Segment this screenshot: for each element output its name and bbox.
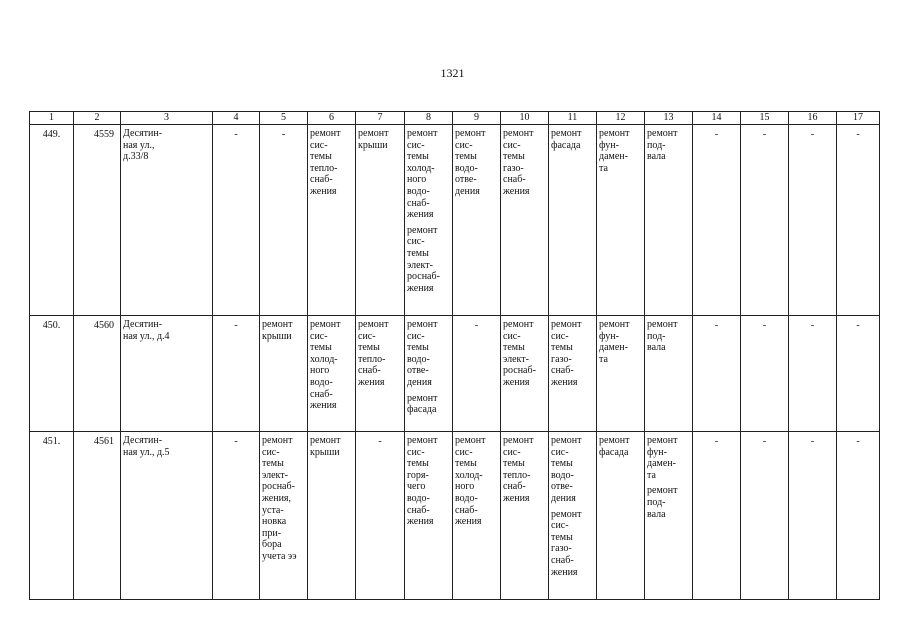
work-item: ремонт фасада xyxy=(599,435,630,458)
work-cell-col-10 xyxy=(501,316,549,432)
cell-col-4-text: - xyxy=(234,436,238,447)
work-cell-col-11 xyxy=(549,432,597,600)
work-cell-col-5 xyxy=(260,432,308,600)
work-cell-col-9 xyxy=(453,125,501,316)
cell-col-14-text: - xyxy=(714,436,719,447)
column-number-7: 7 xyxy=(356,112,405,125)
work-cell-col-13 xyxy=(645,316,693,432)
cell-col-14-text: - xyxy=(714,129,719,140)
cell-col-14 xyxy=(693,432,741,600)
work-cell-col-5 xyxy=(260,316,308,432)
work-cell-col-7 xyxy=(356,125,405,316)
work-item: ремонт фун- дамен- та xyxy=(599,319,630,365)
cell-col-15 xyxy=(741,316,789,432)
work-item: ремонт крыши xyxy=(358,128,389,151)
row-number-text: 451. xyxy=(42,436,61,447)
work-cell-col-11 xyxy=(549,316,597,432)
work-item: ремонт фасада xyxy=(407,392,438,416)
work-item: ремонт крыши xyxy=(310,435,341,458)
work-item: ремонт сис- темы газо- снаб- жения xyxy=(551,319,582,388)
row-number-text: 450. xyxy=(42,320,61,331)
table-row xyxy=(30,125,880,316)
object-code xyxy=(74,316,121,432)
work-cell-col-12 xyxy=(597,432,645,600)
work-item: ремонт сис- темы холод- ного водо- снаб- жения xyxy=(310,319,341,412)
column-number-14: 14 xyxy=(693,112,741,125)
cell-col-17 xyxy=(837,432,880,600)
column-number-1: 1 xyxy=(30,112,74,125)
column-number-12: 12 xyxy=(597,112,645,125)
work-item: ремонт сис- темы тепло- снаб- жения xyxy=(503,435,534,504)
object-code-text: 4561 xyxy=(94,436,114,447)
cell-col-16 xyxy=(789,432,837,600)
work-item: ремонт сис- темы газо- снаб- жения xyxy=(503,128,534,197)
cell-col-16-text: - xyxy=(810,320,815,331)
cell-col-17-text: - xyxy=(856,320,860,331)
object-code xyxy=(74,125,121,316)
work-item: - xyxy=(378,436,382,447)
work-item: ремонт под- вала xyxy=(647,319,678,354)
work-item: ремонт сис- темы водо- отве- дения xyxy=(407,319,438,388)
work-cell-col-8 xyxy=(405,125,453,316)
work-item: ремонт крыши xyxy=(262,319,293,342)
address-cell-text: Десятин- ная ул., д.33/8 xyxy=(123,128,163,163)
column-number-10: 10 xyxy=(501,112,549,125)
table-row xyxy=(30,316,880,432)
work-cell-col-10 xyxy=(501,125,549,316)
work-item: ремонт сис- темы элект- роснаб- жения, уста- новка при- бора учета ээ xyxy=(262,435,297,562)
column-number-15: 15 xyxy=(741,112,789,125)
work-cell-col-8 xyxy=(405,432,453,600)
work-item: ремонт фун- дамен- та xyxy=(647,435,678,481)
cell-col-15-text: - xyxy=(762,436,767,447)
address-cell xyxy=(121,432,213,600)
page-number: 1321 xyxy=(440,66,465,80)
cell-col-17 xyxy=(837,125,880,316)
address-cell xyxy=(121,316,213,432)
cell-col-16 xyxy=(789,316,837,432)
work-item: ремонт сис- темы холод- ного водо- снаб- жения xyxy=(407,128,438,221)
work-cell-col-8 xyxy=(405,316,453,432)
column-number-row xyxy=(30,112,880,125)
work-item: - xyxy=(474,320,479,331)
work-item: ремонт под- вала xyxy=(647,128,678,163)
cell-col-15-text: - xyxy=(762,320,767,331)
column-number-4: 4 xyxy=(213,112,260,125)
object-code xyxy=(74,432,121,600)
object-code-text: 4560 xyxy=(94,320,114,331)
column-number-2: 2 xyxy=(74,112,121,125)
work-cell-col-9 xyxy=(453,316,501,432)
cell-col-17-text: - xyxy=(856,436,860,447)
row-number xyxy=(30,432,74,600)
work-cell-col-12 xyxy=(597,316,645,432)
row-number-text: 449. xyxy=(42,129,61,140)
work-item: ремонт под- вала xyxy=(647,485,678,520)
address-cell-text: Десятин- ная ул., д.4 xyxy=(123,319,170,342)
address-cell xyxy=(121,125,213,316)
cell-col-15-text: - xyxy=(762,129,767,140)
work-cell-col-7 xyxy=(356,316,405,432)
column-number-8: 8 xyxy=(405,112,453,125)
work-item: ремонт фасада xyxy=(551,128,582,151)
cell-col-16-text: - xyxy=(810,129,815,140)
work-cell-col-13 xyxy=(645,125,693,316)
column-number-13: 13 xyxy=(645,112,693,125)
work-item: ремонт сис- темы тепло- снаб- жения xyxy=(358,319,389,388)
cell-col-14 xyxy=(693,316,741,432)
work-cell-col-6 xyxy=(308,316,356,432)
table-body xyxy=(30,112,880,600)
column-number-3: 3 xyxy=(121,112,213,125)
cell-col-15 xyxy=(741,432,789,600)
column-number-11: 11 xyxy=(549,112,597,125)
work-item: - xyxy=(281,129,286,140)
cell-col-16-text: - xyxy=(810,436,815,447)
address-cell-text: Десятин- ная ул., д.5 xyxy=(123,435,170,458)
work-cell-col-13 xyxy=(645,432,693,600)
repair-schedule-table xyxy=(29,111,880,600)
cell-col-17-text: - xyxy=(856,129,860,140)
table-row xyxy=(30,432,880,600)
column-number-6: 6 xyxy=(308,112,356,125)
cell-col-17 xyxy=(837,316,880,432)
work-item: ремонт сис- темы элект- роснаб- жения xyxy=(503,319,536,388)
work-cell-col-6 xyxy=(308,125,356,316)
work-cell-col-10 xyxy=(501,432,549,600)
work-cell-col-7 xyxy=(356,432,405,600)
cell-col-15 xyxy=(741,125,789,316)
cell-col-4 xyxy=(213,125,260,316)
work-item: ремонт сис- темы газо- снаб- жения xyxy=(551,508,582,578)
work-cell-col-12 xyxy=(597,125,645,316)
cell-col-4-text: - xyxy=(234,129,238,140)
column-number-16: 16 xyxy=(789,112,837,125)
work-item: ремонт сис- темы холод- ного водо- снаб- жения xyxy=(455,435,486,528)
column-number-9: 9 xyxy=(453,112,501,125)
work-cell-col-11 xyxy=(549,125,597,316)
work-cell-col-6 xyxy=(308,432,356,600)
cell-col-4 xyxy=(213,316,260,432)
work-cell-col-5 xyxy=(260,125,308,316)
cell-col-14-text: - xyxy=(714,320,719,331)
work-cell-col-9 xyxy=(453,432,501,600)
row-number xyxy=(30,125,74,316)
work-item: ремонт сис- темы горя- чего водо- снаб- жения xyxy=(407,435,438,528)
cell-col-14 xyxy=(693,125,741,316)
column-number-5: 5 xyxy=(260,112,308,125)
work-item: ремонт фун- дамен- та xyxy=(599,128,630,174)
column-number-17: 17 xyxy=(837,112,880,125)
work-item: ремонт сис- темы тепло- снаб- жения xyxy=(310,128,341,197)
row-number xyxy=(30,316,74,432)
cell-col-4-text: - xyxy=(234,320,238,331)
cell-col-4 xyxy=(213,432,260,600)
object-code-text: 4559 xyxy=(94,129,114,140)
work-item: ремонт сис- темы водо- отве- дения xyxy=(551,435,582,504)
cell-col-16 xyxy=(789,125,837,316)
work-item: ремонт сис- темы элект- роснаб- жения xyxy=(407,224,440,294)
work-item: ремонт сис- темы водо- отве- дения xyxy=(455,128,486,197)
